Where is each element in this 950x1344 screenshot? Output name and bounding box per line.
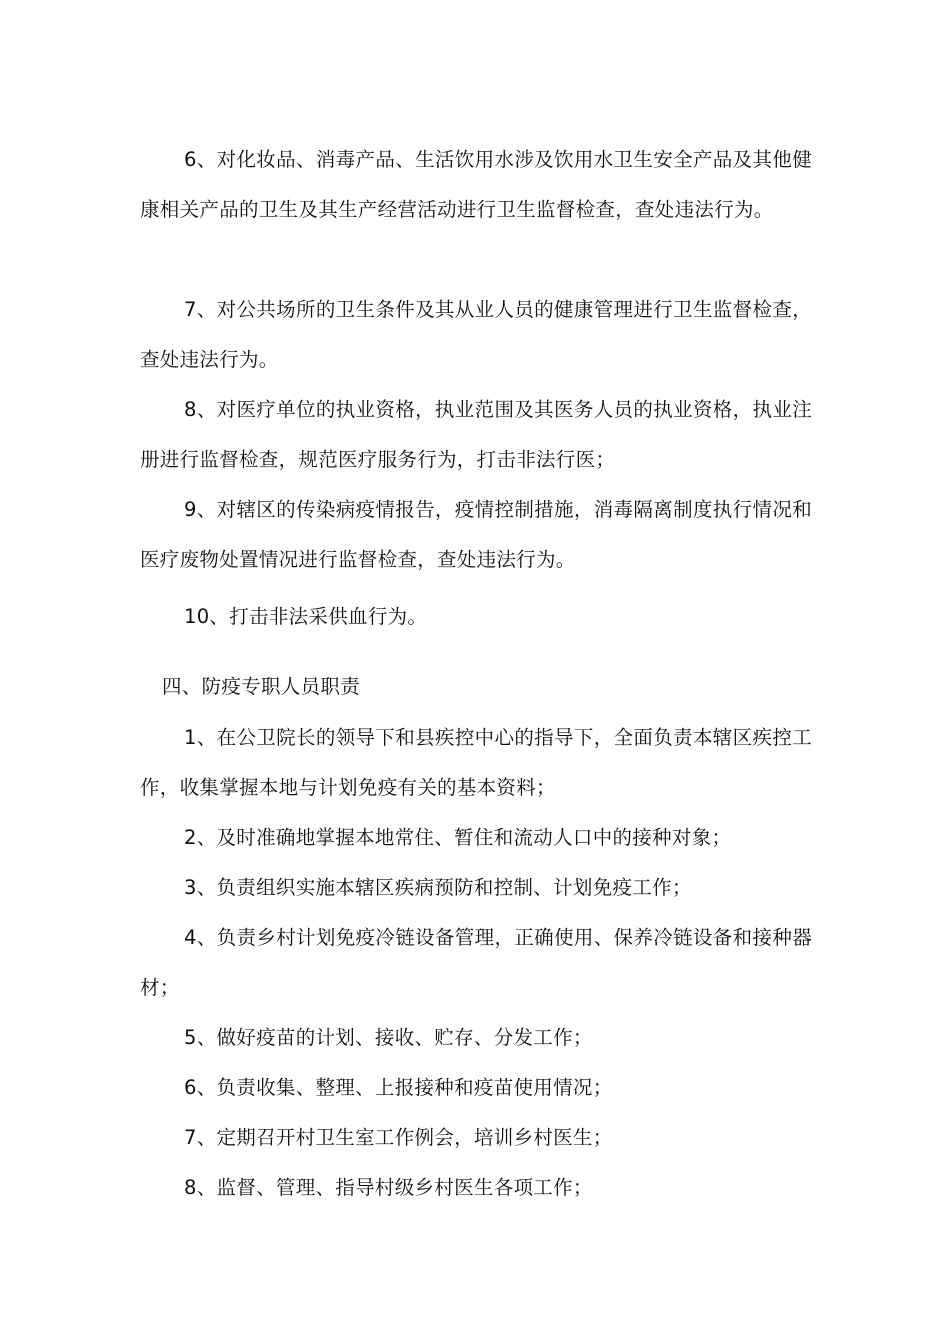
section-four-item-8: 8、监督、管理、指导村级乡村医生各项工作； [184,1175,593,1199]
section-four-heading: 四、防疫专职人员职责 [162,674,361,698]
section-three-item-10: 10、打击非法采供血行为。 [184,604,428,628]
section-four-item-4: 4、负责乡村计划免疫冷链设备管理，正确使用、保养冷链设备和接种器材； [140,925,812,999]
section-three-item-7: 7、对公共场所的卫生条件及其从业人员的健康管理进行卫生监督检查，查处违法行为。 [140,297,812,371]
section-three-item-8: 8、对医疗单位的执业资格，执业范围及其医务人员的执业资格，执业注册进行监督检查，规范医疗服务行为，打击非法行医； [140,397,812,471]
section-three-item-9: 9、对辖区的传染病疫情报告，疫情控制措施，消毒隔离制度执行情况和医疗废物处置情况进行监督检查，查处违法行为。 [140,497,812,571]
section-four-item-1: 1、在公卫院长的领导下和县疾控中心的指导下，全面负责本辖区疾控工作，收集掌握本地与计划免疫有关的基本资料； [140,725,812,799]
section-three-item-6: 6、对化妆品、消毒产品、生活饮用水涉及饮用水卫生安全产品及其他健康相关产品的卫生及其生产经营活动进行卫生监督检查，查处违法行为。 [140,147,812,221]
section-four-item-2: 2、及时准确地掌握本地常住、暂住和流动人口中的接种对象； [184,825,732,849]
section-four-item-3: 3、负责组织实施本辖区疾病预防和控制、计划免疫工作； [184,875,692,899]
section-four-item-7: 7、定期召开村卫生室工作例会，培训乡村医生； [184,1125,613,1149]
section-four-item-6: 6、负责收集、整理、上报接种和疫苗使用情况； [184,1075,613,1099]
section-four-item-5: 5、做好疫苗的计划、接收、贮存、分发工作； [184,1025,593,1049]
